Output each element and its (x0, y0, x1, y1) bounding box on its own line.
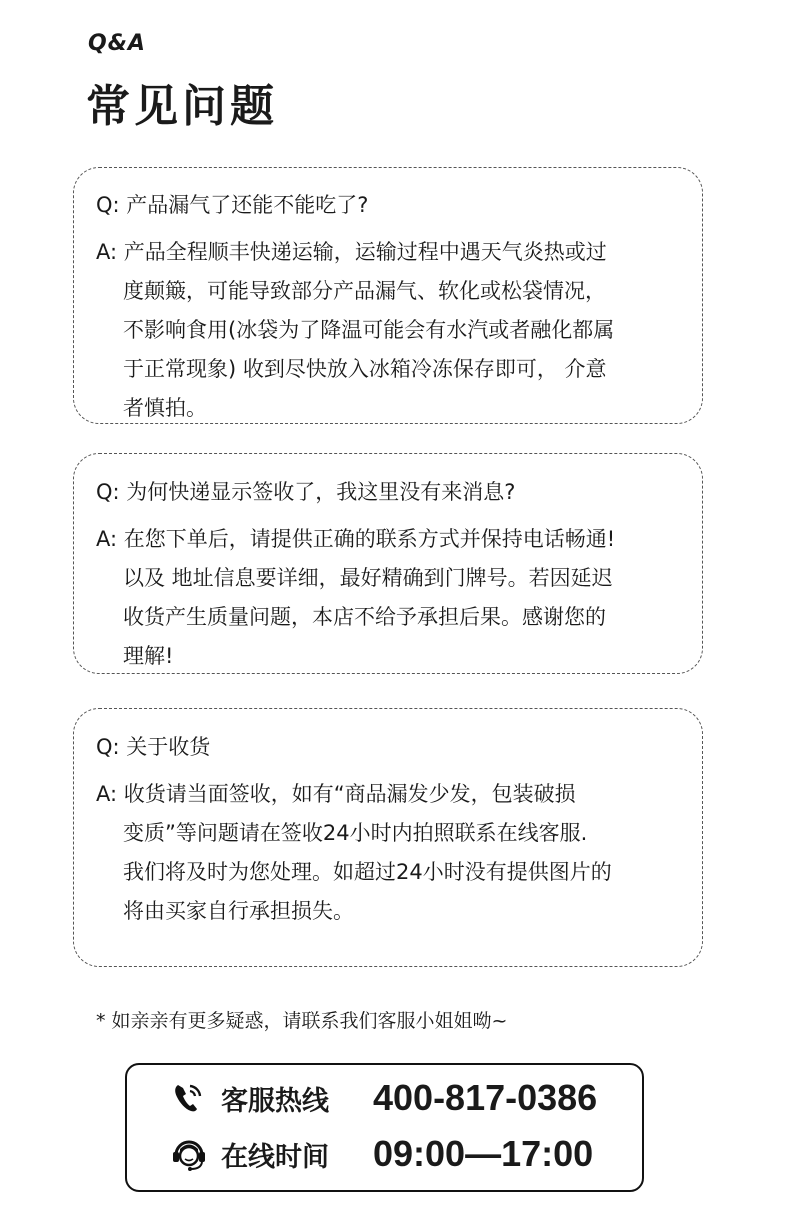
faq-card-2 (73, 453, 703, 674)
answer-line: 将由买家自行承担损失。 (123, 899, 354, 923)
answer-line: 不影响食用(冰袋为了降温可能会有水汽或者融化都属 (123, 318, 615, 342)
hotline-number[interactable]: 400-817-0386 (373, 1077, 598, 1118)
customer-service-headset-icon (171, 1136, 207, 1172)
answer-line: 者慎拍。 (123, 396, 207, 420)
faq-answer (96, 233, 614, 428)
contact-box (125, 1063, 644, 1192)
hours-label: 在线时间 (221, 1141, 329, 1173)
faq-card-1 (73, 167, 703, 424)
answer-line: A: 收货请当面签收，如有“商品漏发少发，包装破损 (96, 782, 576, 806)
faq-answer (96, 775, 612, 931)
faq-question: Q: 产品漏气了还能不能吃了? (96, 193, 369, 217)
answer-line: 我们将及时为您处理。如超过24小时没有提供图片的 (123, 860, 612, 884)
answer-line: 变质”等问题请在签收24小时内拍照联系在线客服. (123, 821, 588, 845)
answer-line: A: 产品全程顺丰快递运输，运输过程中遇天气炎热或过 (96, 240, 607, 264)
answer-line: A: 在您下单后，请提供正确的联系方式并保持电话畅通! (96, 527, 616, 551)
answer-line: 于正常现象) 收到尽快放入冰箱冷冻保存即可， 介意 (123, 357, 607, 381)
hours-value: 09:00—17:00 (373, 1133, 594, 1174)
answer-line: 度颠簸，可能导致部分产品漏气、软化或松袋情况， (123, 279, 606, 303)
answer-line: 收货产生质量问题，本店不给予承担后果。感谢您的 (123, 605, 606, 629)
page-title: 常见问题 (86, 81, 278, 132)
contact-note: * 如亲亲有更多疑惑，请联系我们客服小姐姐呦~ (96, 1010, 508, 1032)
answer-line: 理解! (123, 644, 174, 668)
phone-icon (171, 1080, 207, 1116)
faq-answer (96, 520, 615, 676)
hotline-row (171, 1077, 597, 1119)
faq-card-3 (73, 708, 703, 967)
qa-label: Q&A (88, 31, 146, 56)
hours-row (171, 1133, 593, 1175)
answer-line: 以及 地址信息要详细，最好精确到门牌号。若因延迟 (123, 566, 613, 590)
faq-question: Q: 为何快递显示签收了，我这里没有来消息? (96, 480, 516, 504)
hotline-label: 客服热线 (221, 1085, 329, 1117)
faq-question: Q: 关于收货 (96, 735, 211, 759)
